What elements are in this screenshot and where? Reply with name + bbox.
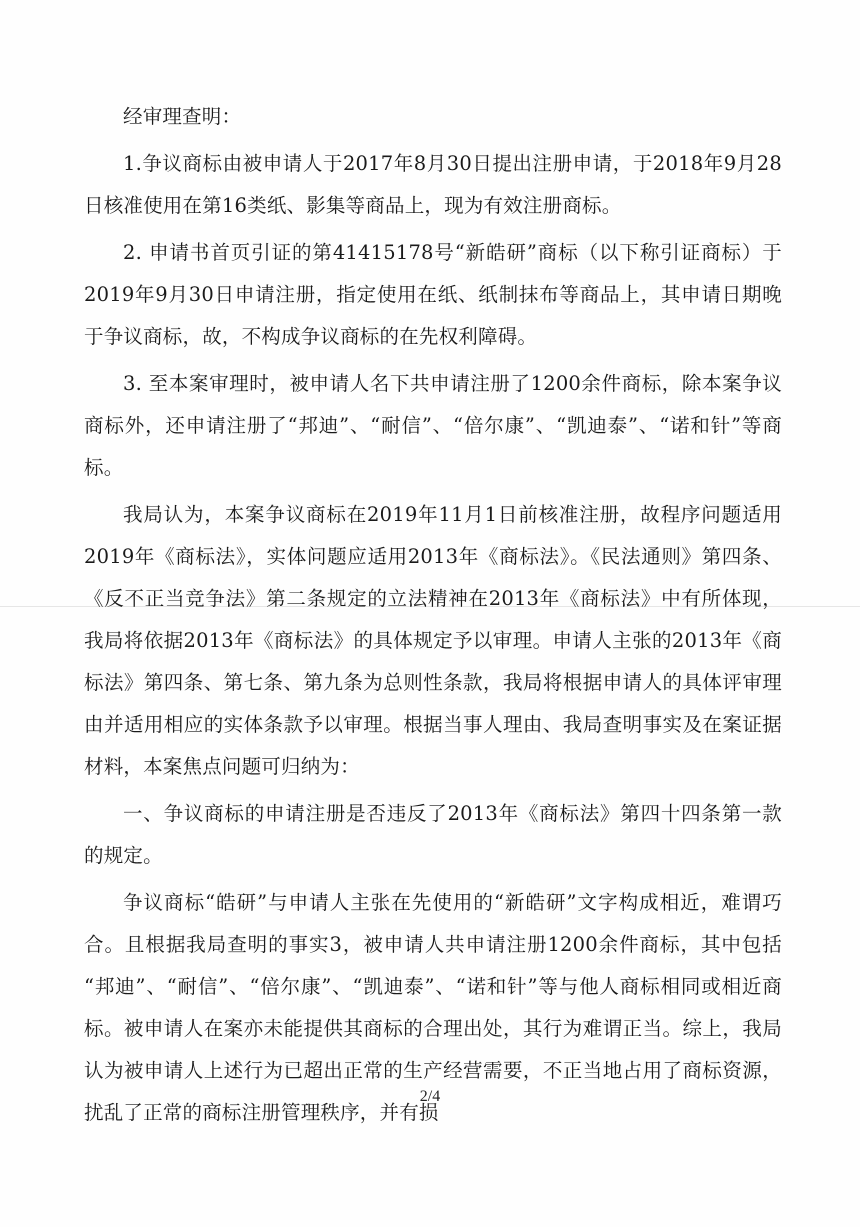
paragraph-analysis: 争议商标“皓研”与申请人主张在先使用的“新皓研”文字构成相近，难谓巧合。且根据我局查明的事实3，被申请人共申请注册1200余件商标，其中包括 “邦迪”、“耐信”、“倍尔康”、“凯迪泰”、“诺和针”等与他人商标相同或相近商标。被申请人在案亦未能提供其商标的合理出处，其行为难谓正当。综上，我局认为被申请人上述行为已超出正常的生产经营需要，不正当地占用了商标资源，扰乱了正常的商标注册管理秩序，并有损 [84, 891, 782, 1124]
page-number: 2/4 [419, 1088, 441, 1105]
document-body [84, 96, 782, 1139]
paragraph-fact-3: 3. 至本案审理时，被申请人名下共申请注册了1200余件商标，除本案争议商标外，还申请注册了“邦迪”、“耐信”、“倍尔康”、“凯迪泰”、“诺和针”等商标。 [84, 372, 782, 479]
paragraph-issue-1: 一、争议商标的申请注册是否违反了2013年《商标法》第四十四条第一款的规定。 [84, 802, 782, 867]
paragraph-fact-1: 1.争议商标由被申请人于2017年8月30日提出注册申请，于2018年9月28日核准使用在第16类纸、影集等商品上，现为有效注册商标。 [84, 152, 782, 217]
paragraph-findings-heading: 经审理查明： [123, 105, 242, 128]
paragraph-fact-2: 2. 申请书首页引证的第41415178号“新皓研”商标（以下称引证商标）于2019年9月30日申请注册，指定使用在纸、纸制抹布等商品上，其申请日期晚于争议商标，故，不构成争议商标的在先权利障碍。 [84, 241, 782, 348]
paragraph-bureau-opinion: 我局认为，本案争议商标在2019年11月1日前核准注册，故程序问题适用2019年《商标法》，实体问题应适用2013年《商标法》。《民法通则》第四条、《反不正当竞争法》第二条规定的立法精神在2013年《商标法》中有所体现，我局将依据2013年《商标法》的具体规定予以审理。申请人主张的2013年《商标法》第四条、第七条、第九条为总则性条款，我局将根据申请人的具体评审理由并适用相应的实体条款予以审理。根据当事人理由、我局查明事实及在案证据材料，本案焦点问题可归纳为： [84, 503, 782, 778]
